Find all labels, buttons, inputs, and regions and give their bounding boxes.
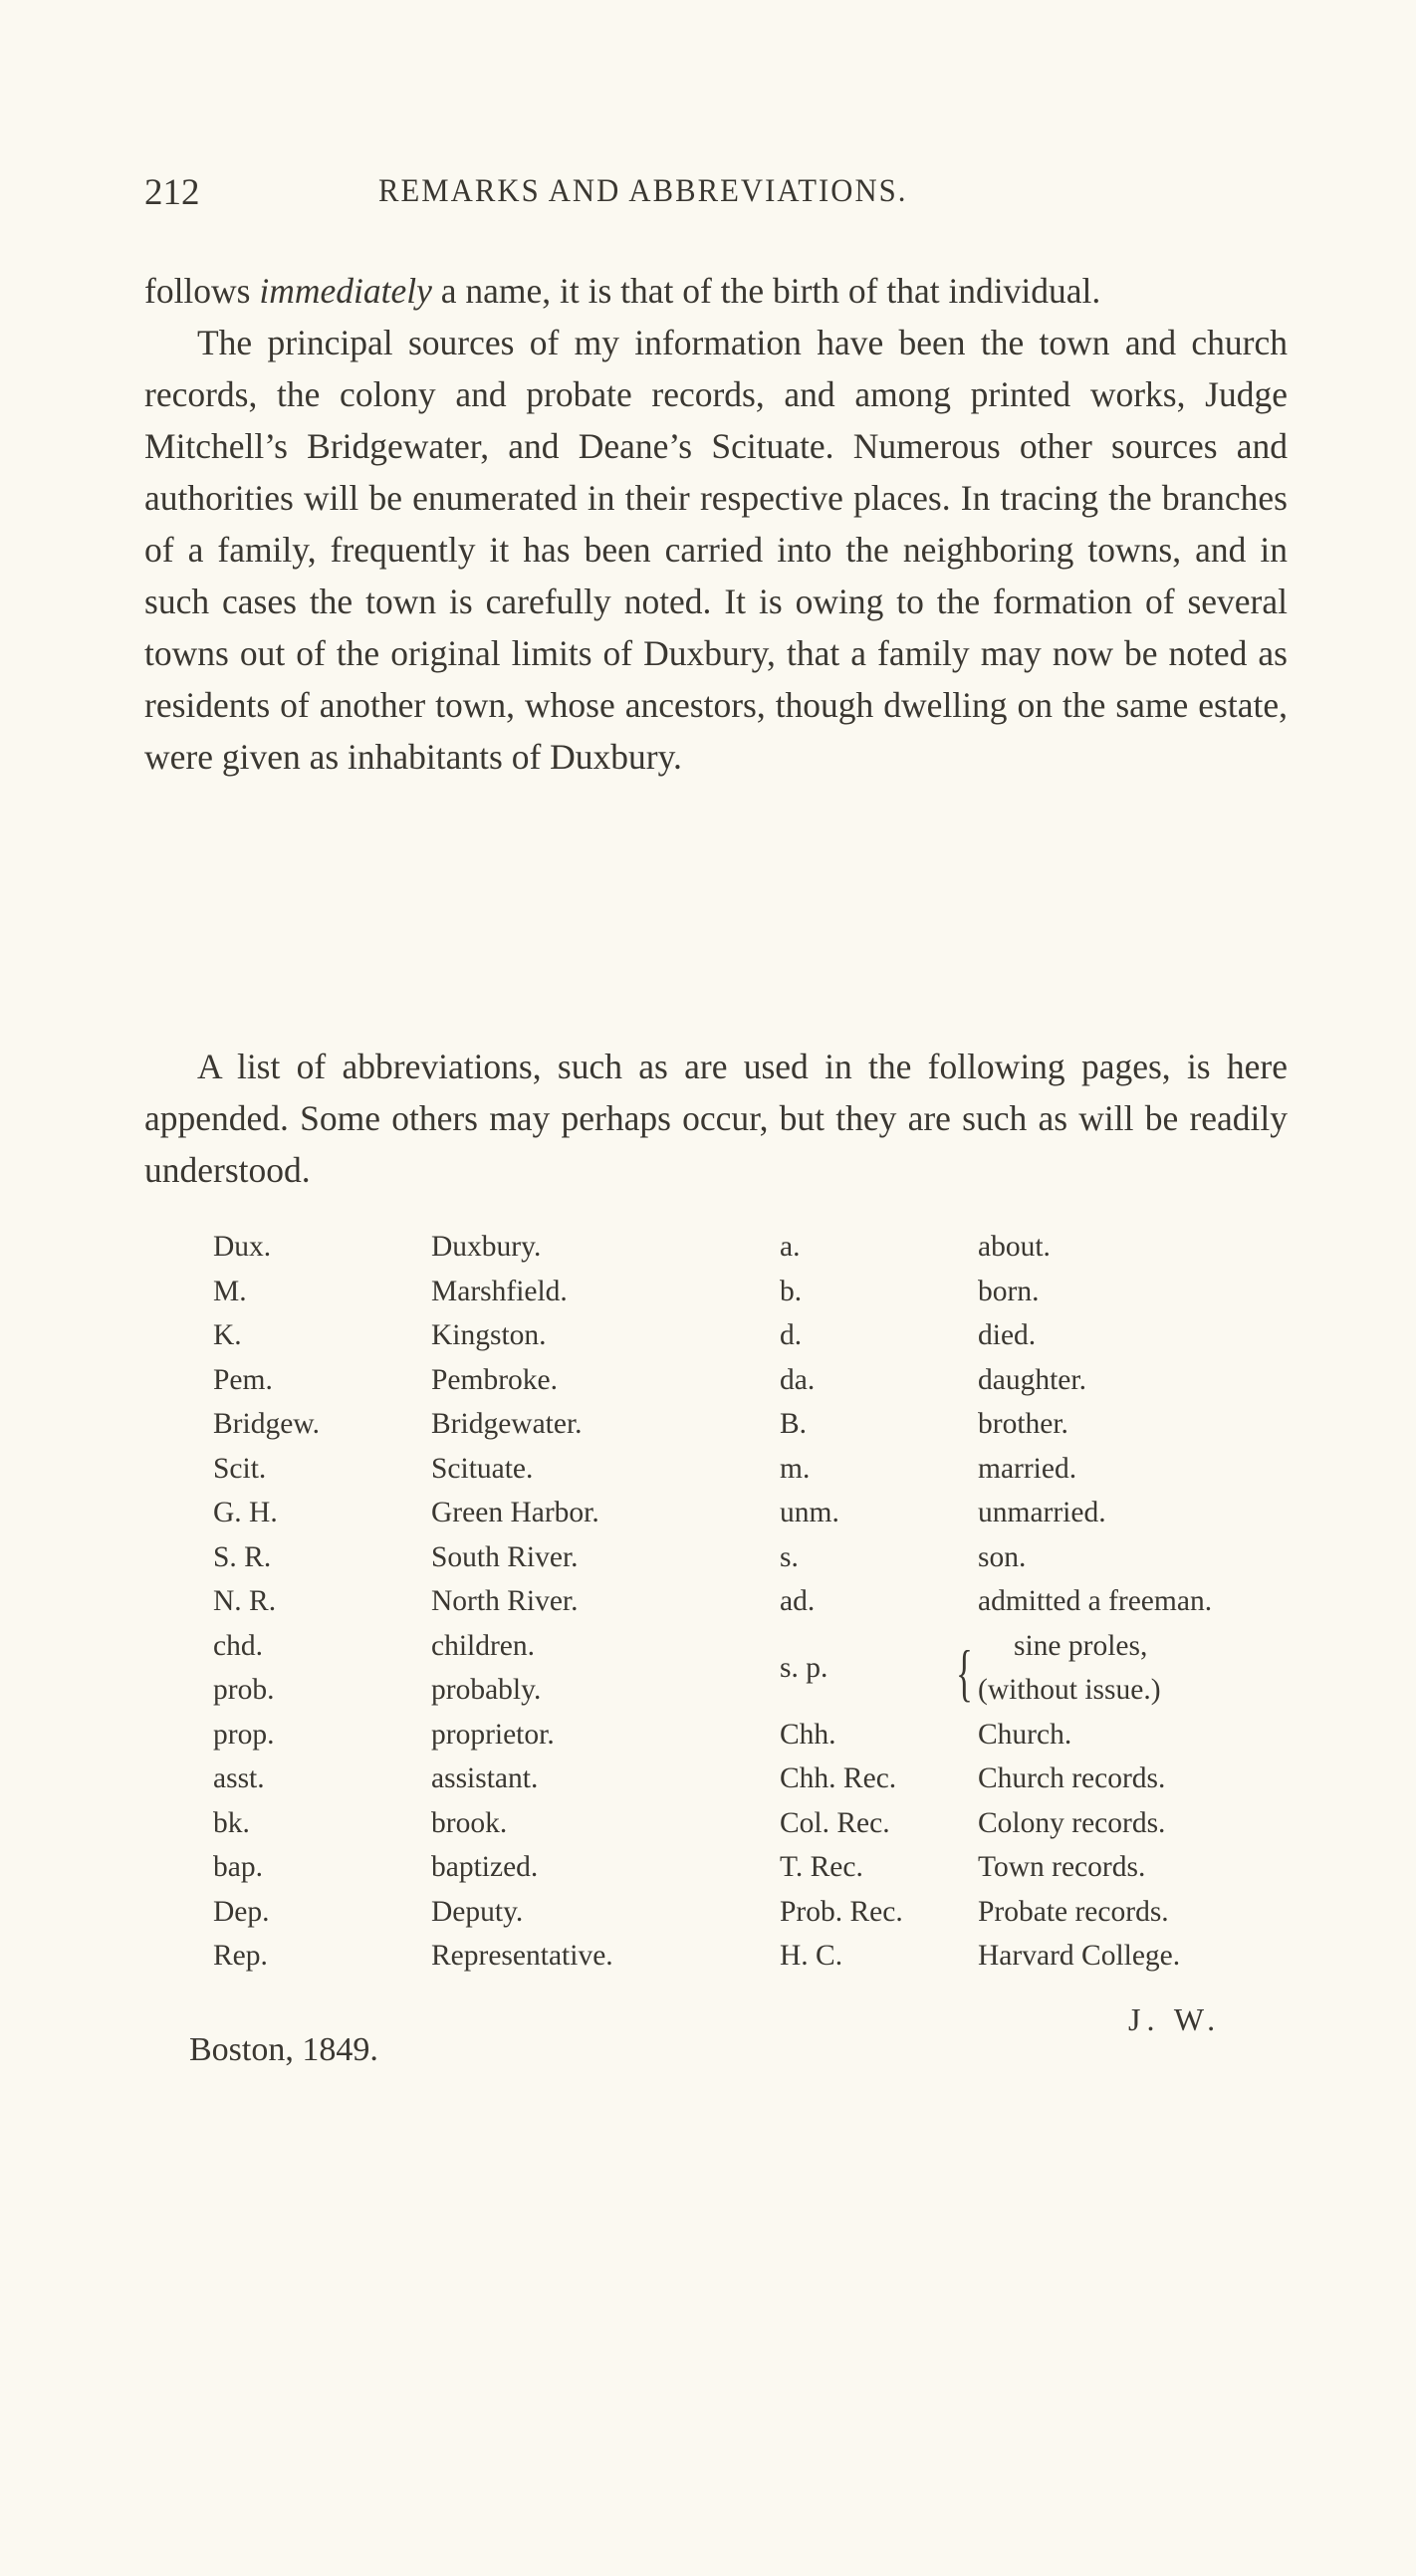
- abbreviation: prob.: [213, 1674, 275, 1706]
- place-and-date: Boston, 1849.: [189, 2031, 378, 2068]
- body-text: [144, 265, 1288, 783]
- meaning: Marshfield.: [431, 1275, 568, 1307]
- meaning-line-2: (without issue.): [978, 1673, 1161, 1706]
- abbreviation: unm.: [780, 1497, 839, 1528]
- abbreviation: asst.: [213, 1762, 265, 1794]
- table-row: [0, 1762, 1416, 1806]
- meaning: Town records.: [978, 1851, 1146, 1883]
- abbreviation: s. p.: [780, 1651, 828, 1684]
- abbreviation: m.: [780, 1452, 811, 1485]
- meaning: North River.: [431, 1585, 579, 1617]
- abbreviation: bk.: [213, 1806, 250, 1839]
- meaning: Deputy.: [431, 1895, 524, 1928]
- meaning: married.: [978, 1452, 1077, 1485]
- meaning: about.: [978, 1231, 1051, 1263]
- meaning: Colony records.: [978, 1806, 1166, 1839]
- table-row: [0, 1896, 1416, 1940]
- paragraph-sources: The principal sources of my information have been the town and church records, the colony and probate records, and among printed works, Judge Mitchell’s Bridgewater, and Deane’s Scituate. Numerous other sources and authorities will be enumerated in their respective places. In tracing the branches of a family, frequently it has been carried into the neighboring towns, and in such cases the town is carefully noted. It is owing to the formation of several towns out of the original limits of Duxbury, that a family may now be noted as residents of another town, whose ancestors, though dwelling on the same estate, were given as inhabitants of Duxbury.: [144, 323, 1288, 777]
- meaning: Bridgewater.: [431, 1408, 583, 1440]
- abbreviation: Pem.: [213, 1363, 273, 1396]
- meaning: proprietor.: [431, 1718, 555, 1751]
- abbreviation: B.: [780, 1408, 808, 1440]
- table-row: [0, 1453, 1416, 1497]
- abbreviation: Scit.: [213, 1452, 267, 1485]
- abbreviation: d.: [780, 1319, 803, 1351]
- meaning: South River.: [431, 1540, 579, 1573]
- text-run: a name, it is that of the birth of that individual.: [431, 271, 1101, 311]
- meaning: Representative.: [431, 1940, 613, 1972]
- meaning: Pembroke.: [431, 1363, 558, 1396]
- brace-glyph: {: [956, 1636, 973, 1708]
- table-row: [0, 1807, 1416, 1851]
- author-initials: J. W.: [1128, 2001, 1222, 2037]
- table-row: [0, 1940, 1416, 1984]
- meaning: Probate records.: [978, 1895, 1169, 1928]
- page-header: [144, 171, 1290, 221]
- table-row: [0, 1719, 1416, 1762]
- meaning: brook.: [431, 1806, 508, 1839]
- table-row: [0, 1408, 1416, 1452]
- abbreviation: Col. Rec.: [780, 1806, 890, 1839]
- meaning: born.: [978, 1275, 1040, 1307]
- paragraph-continuation: [144, 265, 1288, 317]
- meaning: brother.: [978, 1408, 1068, 1440]
- table-row: [0, 1541, 1416, 1585]
- meaning-line-1: sine proles,: [1014, 1629, 1148, 1662]
- table-row: [0, 1231, 1416, 1275]
- text-run: follows: [144, 271, 260, 311]
- abbreviation: S. R.: [213, 1540, 272, 1573]
- meaning: daughter.: [978, 1363, 1086, 1396]
- meaning: probably.: [431, 1674, 542, 1706]
- abbreviation: Rep.: [213, 1940, 268, 1972]
- abbreviation: prop.: [213, 1718, 275, 1751]
- abbreviation: Dux.: [213, 1231, 272, 1263]
- abbreviation: Chh. Rec.: [780, 1762, 897, 1794]
- table-row: [0, 1497, 1416, 1540]
- abbreviation: T. Rec.: [780, 1851, 863, 1883]
- abbreviation: K.: [213, 1319, 242, 1351]
- meaning: Duxbury.: [431, 1231, 542, 1263]
- meaning: Green Harbor.: [431, 1497, 599, 1528]
- emphasis-italic: immediately: [259, 271, 432, 311]
- meaning: unmarried.: [978, 1497, 1106, 1528]
- meaning: admitted a freeman.: [978, 1585, 1213, 1617]
- body-text-abbrev-intro: [144, 1041, 1288, 1196]
- abbreviation: da.: [780, 1363, 816, 1396]
- table-row-sine-proles: [0, 1630, 1416, 1720]
- meaning: baptized.: [431, 1851, 539, 1883]
- abbreviation: M.: [213, 1275, 247, 1307]
- page-number: 212: [144, 172, 200, 213]
- meaning: son.: [978, 1540, 1027, 1573]
- meaning: Church records.: [978, 1762, 1166, 1794]
- table-row: [0, 1585, 1416, 1629]
- table-row: [0, 1851, 1416, 1895]
- abbreviation: bap.: [213, 1851, 263, 1883]
- abbreviation: Chh.: [780, 1718, 836, 1751]
- abbreviation: b.: [780, 1275, 803, 1307]
- meaning: Scituate.: [431, 1452, 534, 1485]
- abbreviation: ad.: [780, 1585, 816, 1617]
- abbreviation: H. C.: [780, 1940, 843, 1972]
- meaning: Kingston.: [431, 1319, 547, 1351]
- meaning: assistant.: [431, 1762, 539, 1794]
- paragraph-abbreviations-intro: A list of abbreviations, such as are used in the following pages, is here appended. Some others may perhaps occur, but they are such as will be readily understood.: [144, 1047, 1288, 1190]
- abbreviation: a.: [780, 1231, 801, 1263]
- abbreviation: Dep.: [213, 1895, 270, 1928]
- table-row: [0, 1319, 1416, 1363]
- abbreviation: N. R.: [213, 1585, 277, 1617]
- meaning: died.: [978, 1319, 1037, 1351]
- table-row: [0, 1364, 1416, 1408]
- meaning: children.: [431, 1629, 536, 1662]
- running-title: REMARKS AND ABBREVIATIONS.: [378, 173, 908, 209]
- table-row: [0, 1276, 1416, 1319]
- abbreviation: chd.: [213, 1629, 263, 1662]
- abbreviation: Prob. Rec.: [780, 1895, 903, 1928]
- abbreviation: s.: [780, 1540, 799, 1573]
- meaning: Harvard College.: [978, 1940, 1181, 1972]
- meaning: Church.: [978, 1718, 1072, 1751]
- abbreviation: Bridgew.: [213, 1408, 321, 1440]
- abbreviation: G. H.: [213, 1497, 278, 1528]
